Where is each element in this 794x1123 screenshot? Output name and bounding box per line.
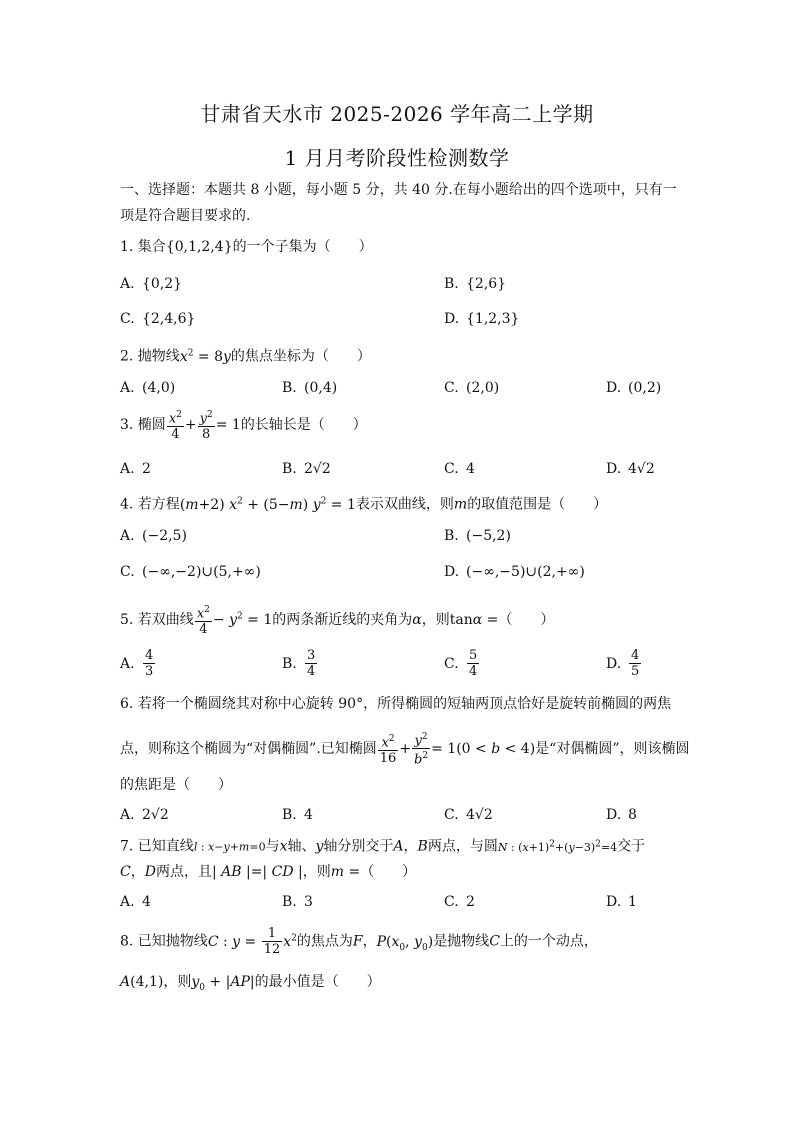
q8-F: F — [352, 933, 363, 950]
q6-option-a[interactable] — [120, 805, 169, 825]
section-intro-line2: 项是符合题目要求的. — [120, 208, 251, 224]
option-label: C. — [120, 564, 135, 580]
q8-A: A(4,1) — [120, 974, 164, 990]
q2-option-c[interactable] — [444, 378, 499, 398]
option-label: B. — [444, 276, 459, 292]
option-label: D. — [606, 807, 622, 823]
q7-l2-mid: ， — [130, 864, 145, 880]
option-text: (−∞,−5)∪(2,+∞) — [466, 564, 585, 580]
option-text: {2,6} — [466, 276, 507, 292]
q4-option-c[interactable] — [120, 562, 261, 582]
option-text: 4 — [304, 807, 313, 823]
option-label: A. — [120, 276, 135, 292]
option-text: 2√2 — [142, 807, 169, 823]
q7-prefix: 7. 已知直线 — [120, 838, 194, 855]
q8-l2-mid: ，则 — [163, 974, 192, 990]
q7-m-eq: m = — [330, 864, 361, 880]
q8-mid: 的焦点为 — [296, 933, 353, 950]
q7-mid2: 轴、 — [287, 838, 316, 855]
q5-formula: $\frac{x^2}{4}$ − $y^2 = 1$ — [196, 605, 273, 638]
q7-x: x — [279, 838, 288, 855]
q7-D: D — [144, 864, 156, 880]
option-label: C. — [444, 655, 459, 672]
q5-option-d[interactable] — [606, 648, 642, 679]
question-6-line3: 的焦距是（ ） — [120, 777, 232, 793]
option-label: D. — [606, 380, 622, 396]
option-label: A. — [120, 655, 135, 672]
q7-circle-eq: N : $(x+1)^2+(y-3)^2=4$ — [497, 839, 618, 854]
q6-option-b[interactable] — [282, 805, 313, 825]
question-8-line1 — [120, 926, 598, 957]
question-7-line1 — [120, 834, 645, 858]
option-label: C. — [120, 311, 135, 327]
option-text: (−2,5) — [142, 528, 187, 544]
option-label: D. — [606, 655, 622, 672]
option-label: B. — [282, 461, 297, 477]
q5-mid: 的两条渐近线的夹角为 — [272, 612, 413, 629]
q8-mid2: ， — [362, 933, 377, 950]
q2-option-b[interactable] — [282, 378, 337, 398]
option-text: 8 — [628, 807, 637, 823]
option-label: C. — [444, 807, 459, 823]
exam-title-line2: 1 月月考阶段性检测数学 — [284, 146, 510, 170]
q5-end: （ ） — [498, 612, 555, 629]
option-label: C. — [444, 461, 459, 477]
q6-formula: $\frac{x^2}{16}$ + $\frac{y^2}{b^2}$ = 1(0 < b < 4) — [379, 732, 536, 768]
q3-option-b[interactable] — [282, 459, 331, 479]
option-label: D. — [444, 311, 460, 327]
q4-suffix: 的取值范围是（ ） — [467, 496, 608, 513]
q6-option-c[interactable] — [444, 805, 493, 825]
q7-line-eq: l : x−y+m=0 — [193, 840, 266, 854]
option-text: (0,2) — [628, 380, 662, 396]
question-6-line2 — [120, 730, 690, 768]
option-text: 3 — [304, 894, 313, 910]
q2-option-a[interactable] — [120, 378, 175, 398]
option-text: {2,4,6} — [142, 311, 196, 327]
option-label: B. — [282, 655, 297, 672]
q7-mid4: ， — [403, 838, 418, 855]
option-fraction: $\frac{4}{3}$ — [145, 648, 154, 679]
q7-C: C — [120, 864, 131, 880]
q3-option-a[interactable] — [120, 459, 151, 479]
q8-P: $P(x_0$, $y_0$) — [376, 933, 434, 953]
q8-l2-suffix: 的最小值是（ ） — [254, 974, 381, 990]
question-8-line2 — [120, 972, 381, 998]
q4-option-a[interactable] — [120, 526, 187, 546]
q8-prefix: 8. 已知抛物线 — [120, 933, 208, 950]
q8-suffix: 上的一个动点， — [499, 933, 598, 950]
question-1-stem — [120, 237, 373, 257]
option-fraction: $\frac{3}{4}$ — [307, 648, 316, 679]
q7-option-a[interactable] — [120, 892, 151, 912]
q2-prefix: 2. 抛物线 — [120, 348, 180, 365]
q3-suffix: 的长轴长是（ ） — [240, 417, 367, 434]
question-7-line2 — [120, 862, 416, 882]
q4-prefix: 4. 若方程 — [120, 496, 180, 513]
q5-option-a[interactable] — [120, 648, 156, 679]
option-text: 4 — [142, 894, 151, 910]
q1-suffix: 的一个子集为（ ） — [232, 239, 373, 255]
q1-option-a[interactable] — [120, 274, 182, 294]
q5-alpha: α — [412, 612, 422, 629]
option-fraction: $\frac{4}{5}$ — [631, 648, 640, 679]
option-label: A. — [120, 461, 135, 477]
option-label: B. — [444, 528, 459, 544]
option-text: (2,0) — [466, 380, 500, 396]
option-label: A. — [120, 894, 135, 910]
option-text: 2√2 — [304, 461, 331, 477]
q7-mid: 与 — [265, 838, 280, 855]
option-label: C. — [444, 894, 459, 910]
q3-prefix: 3. 椭圆 — [120, 417, 166, 434]
q7-suffix: 交于 — [617, 838, 646, 855]
q4-formula: (m+2) $x^2 + (5-m) y^2 = 1$ — [179, 496, 356, 513]
q1-set: {0,1,2,4} — [165, 239, 233, 255]
option-label: A. — [120, 528, 135, 544]
option-text: 4 — [466, 461, 475, 477]
q7-l2-suffix: （ ） — [360, 864, 417, 880]
q6-prefix: 点，则称这个椭圆为“对偶椭圆”.已知椭圆 — [120, 740, 377, 757]
option-label: D. — [444, 564, 460, 580]
question-4-stem — [120, 491, 607, 515]
q7-B: B — [417, 838, 428, 855]
q5-tan: tanα = — [449, 612, 499, 629]
section-intro-line1: 一、选择题：本题共 8 小题，每小题 5 分，共 40 分.在每小题给出的四个选项中，只有一 — [120, 182, 677, 198]
q5-prefix: 5. 若双曲线 — [120, 612, 194, 629]
q6-option-d[interactable] — [606, 805, 637, 825]
question-6-line1: 6. 若将一个椭圆绕其对称中心旋转 90°，所得椭圆的短轴两顶点恰好是旋转前椭圆的两焦 — [120, 696, 672, 712]
q4-option-d[interactable] — [444, 562, 585, 582]
question-5-stem — [120, 603, 554, 637]
question-3-stem — [120, 408, 367, 442]
q7-l2-mid2: 两点，且 — [155, 864, 212, 880]
q8-parabola: C : y = $\frac{1}{12}$ $x^2$ — [207, 926, 297, 957]
q7-option-c[interactable] — [444, 892, 475, 912]
option-label: D. — [606, 461, 622, 477]
q1-option-b[interactable] — [444, 274, 506, 294]
question-2-stem — [120, 343, 371, 367]
q6-suffix: 是“对偶椭圆”，则该椭圆 — [535, 740, 690, 757]
q5-option-c[interactable] — [444, 648, 480, 679]
option-label: B. — [282, 380, 297, 396]
q1-option-d[interactable] — [444, 309, 519, 329]
q8-mid3: 是抛物线 — [433, 933, 490, 950]
option-text: 4√2 — [466, 807, 493, 823]
q2-suffix: 的焦点坐标为（ ） — [230, 348, 371, 365]
q4-var-m: m — [453, 496, 468, 513]
q7-mid3: 轴分别交于 — [323, 838, 394, 855]
q1-prefix: 1. 集合 — [120, 239, 166, 255]
q4-mid: 表示双曲线，则 — [355, 496, 454, 513]
option-label: C. — [444, 380, 459, 396]
option-text: (−5,2) — [466, 528, 511, 544]
q3-formula: $\frac{x^2}{4}$ + $\frac{y^2}{8}$ = 1 — [168, 410, 241, 443]
q2-option-d[interactable] — [606, 378, 661, 398]
option-label: B. — [282, 894, 297, 910]
q4-option-b[interactable] — [444, 526, 511, 546]
exam-title-line1: 甘肃省天水市 2025-2026 学年高二上学期 — [200, 102, 594, 126]
option-text: (−∞,−2)∪(5,+∞) — [142, 564, 261, 580]
option-label: A. — [120, 807, 135, 823]
q5-suffix: ，则 — [421, 612, 450, 629]
option-text: (4,0) — [142, 380, 176, 396]
option-text: 1 — [628, 894, 637, 910]
q5-option-b[interactable] — [282, 648, 318, 679]
option-text: (0,4) — [304, 380, 338, 396]
q7-l2-mid3: ，则 — [302, 864, 331, 880]
q8-expr: $y_0 + |AP|$ — [191, 974, 255, 993]
option-label: A. — [120, 380, 135, 396]
q2-formula: $x^2 = 8y$ — [179, 348, 231, 365]
q1-option-c[interactable] — [120, 309, 195, 329]
q3-option-c[interactable] — [444, 459, 475, 479]
q3-option-d[interactable] — [606, 459, 655, 479]
q7-A: A — [393, 838, 404, 855]
q7-y: y — [315, 838, 324, 855]
q7-option-b[interactable] — [282, 892, 313, 912]
option-fraction: $\frac{5}{4}$ — [469, 648, 478, 679]
q8-C: C — [489, 933, 500, 950]
q7-mid5: 两点，与圆 — [427, 838, 498, 855]
option-label: B. — [282, 807, 297, 823]
option-text: 2 — [142, 461, 151, 477]
q7-condition: | AB |=| CD | — [211, 864, 303, 880]
option-text: {1,2,3} — [466, 311, 520, 327]
q7-option-d[interactable] — [606, 892, 637, 912]
option-label: D. — [606, 894, 622, 910]
option-text: 2 — [466, 894, 475, 910]
option-text: 4√2 — [628, 461, 655, 477]
option-text: {0,2} — [142, 276, 183, 292]
